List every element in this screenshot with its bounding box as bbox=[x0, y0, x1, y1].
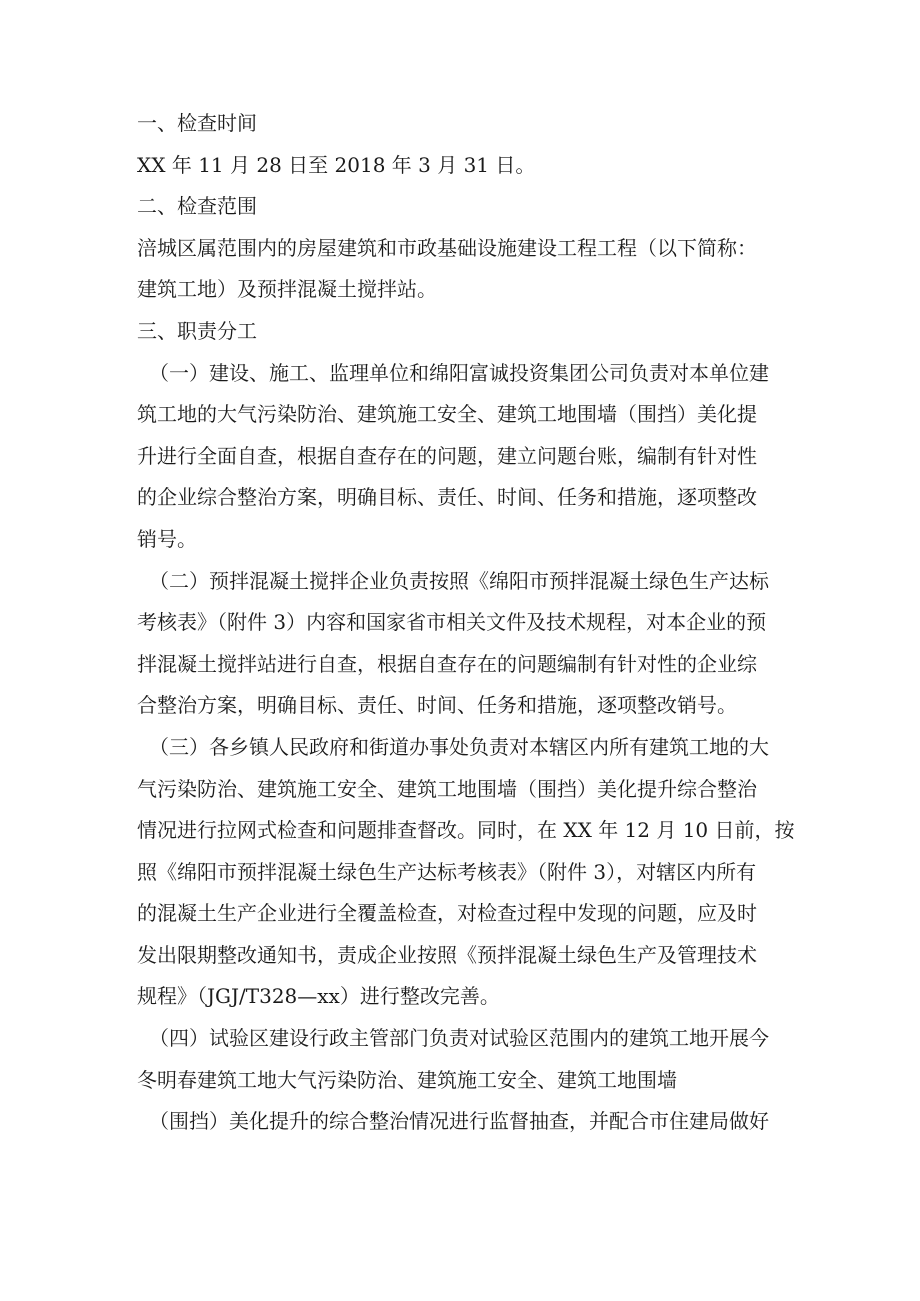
paragraph-line: 合整治方案，明确目标、责任、时间、任务和措施，逐项整改销号。 bbox=[137, 693, 737, 718]
paragraph-line: 筑工地的大气污染防治、建筑施工安全、建筑工地围墙（围挡）美化提 bbox=[137, 402, 757, 427]
paragraph-line: XX 年 11 月 28 日至 2018 年 3 月 31 日。 bbox=[137, 152, 536, 177]
paragraph-line: 的混凝土生产企业进行全覆盖检查，对检查过程中发现的问题，应及时 bbox=[137, 901, 757, 926]
paragraph-line: 照《绵阳市预拌混凝土绿色生产达标考核表》（附件 3），对辖区内所有 bbox=[137, 859, 757, 884]
paragraph-line: （围挡）美化提升的综合整治情况进行监督抽查，并配合市住建局做好 bbox=[149, 1109, 769, 1134]
document-body bbox=[137, 103, 795, 1143]
paragraph-line: 考核表》（附件 3）内容和国家省市相关文件及技术规程，对本企业的预 bbox=[137, 610, 767, 635]
paragraph-line: 的企业综合整治方案，明确目标、责任、时间、任务和措施，逐项整改 bbox=[137, 485, 757, 510]
paragraph-line: 升进行全面自查，根据自查存在的问题，建立问题台账，编制有针对性 bbox=[137, 443, 757, 468]
paragraph-line: 情况进行拉网式检查和问题排查督改。同时，在 XX 年 12 月 10 日前，按 bbox=[137, 818, 795, 843]
section-heading-division-of-duties: 三、职责分工 bbox=[137, 318, 257, 343]
section-heading-inspection-time: 一、检查时间 bbox=[137, 111, 257, 135]
paragraph-line: 销号。 bbox=[137, 526, 197, 551]
paragraph-line: 涪城区属范围内的房屋建筑和市政基础设施建设工程工程（以下简称： bbox=[137, 235, 757, 260]
paragraph-line: 建筑工地）及预拌混凝土搅拌站。 bbox=[137, 277, 437, 302]
paragraph-line: （四）试验区建设行政主管部门负责对试验区范围内的建筑工地开展今 bbox=[149, 1026, 769, 1051]
paragraph-line: （三）各乡镇人民政府和街道办事处负责对本辖区内所有建筑工地的大 bbox=[149, 734, 769, 759]
paragraph-line: 拌混凝土搅拌站进行自查，根据自查存在的问题编制有针对性的企业综 bbox=[137, 651, 757, 676]
paragraph-line: 气污染防治、建筑施工安全、建筑工地围墙（围挡）美化提升综合整治 bbox=[137, 776, 757, 801]
paragraph-line: 规程》（JGJ/T328—xx）进行整改完善。 bbox=[137, 984, 500, 1009]
paragraph-line: 冬明春建筑工地大气污染防治、建筑施工安全、建筑工地围墙 bbox=[137, 1067, 677, 1092]
paragraph-line: 发出限期整改通知书，责成企业按照《预拌混凝土绿色生产及管理技术 bbox=[137, 942, 757, 967]
section-heading-inspection-scope: 二、检查范围 bbox=[137, 194, 257, 219]
paragraph-line: （一）建设、施工、监理单位和绵阳富诚投资集团公司负责对本单位建 bbox=[149, 360, 769, 385]
paragraph-line: （二）预拌混凝土搅拌企业负责按照《绵阳市预拌混凝土绿色生产达标 bbox=[149, 568, 769, 593]
